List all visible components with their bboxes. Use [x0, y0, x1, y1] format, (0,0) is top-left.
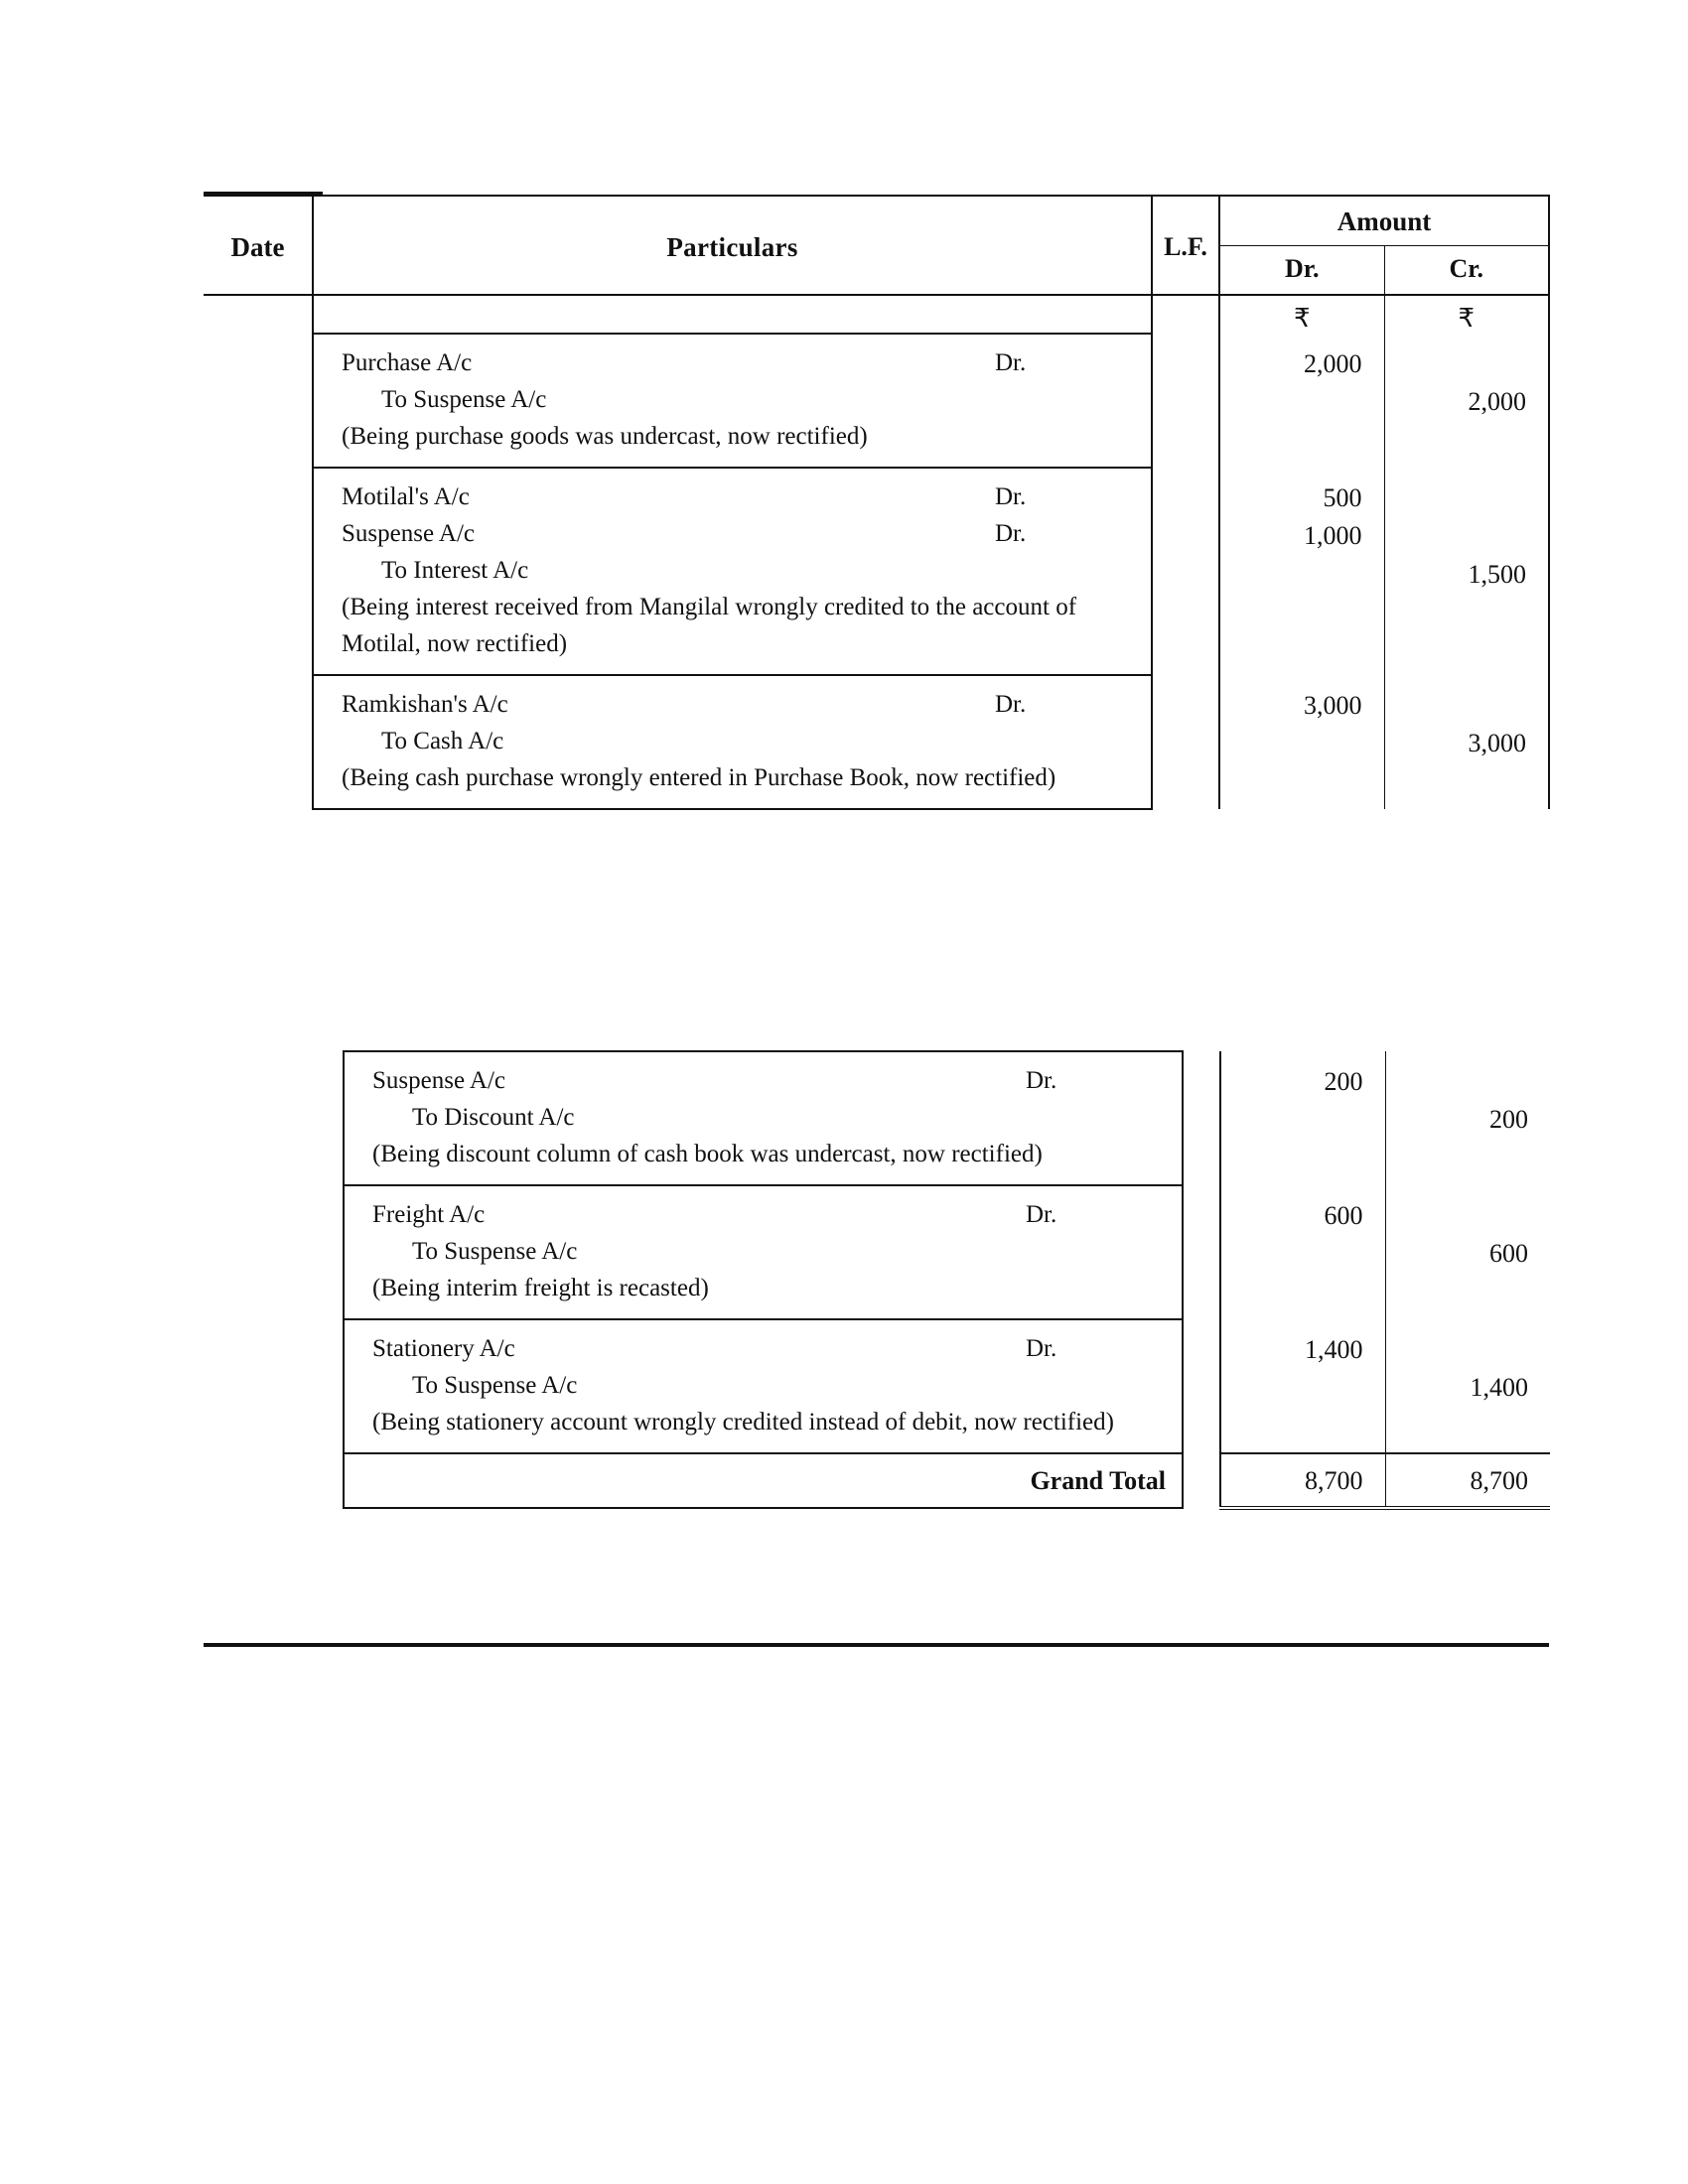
journal-entry-row — [344, 1051, 1550, 1185]
dr-amount: 500 — [1323, 483, 1362, 512]
journal-entry-row — [344, 1185, 1550, 1319]
entry-lf — [1183, 1185, 1220, 1319]
entry-debit-line — [342, 686, 1139, 723]
debit-account: Freight A/c — [372, 1201, 486, 1228]
debit-account-2: Suspense A/c — [342, 520, 476, 547]
dr-amount-2: 1,000 — [1304, 521, 1362, 551]
header-amount: Amount — [1219, 196, 1549, 246]
entry-cr-amounts — [1385, 1051, 1550, 1185]
entry-lf — [1152, 468, 1219, 675]
entry-cr-amounts — [1384, 334, 1549, 468]
grand-total-cr: 8,700 — [1385, 1453, 1550, 1508]
dr-amount: 2,000 — [1304, 349, 1362, 378]
dr-tag: Dr. — [1026, 1201, 1057, 1228]
header-date: Date — [204, 196, 313, 295]
empty-particulars — [313, 295, 1152, 334]
entry-lf — [1183, 1051, 1220, 1185]
cr-amount: 600 — [1489, 1239, 1528, 1269]
entry-narration: (Being interest received from Mangilal wrongly credited to the account of Motilal, now rectified) — [342, 594, 1077, 657]
entry-debit-line — [372, 1196, 1170, 1233]
dr-tag: Dr. — [1026, 1335, 1057, 1362]
entry-dr-amounts — [1219, 334, 1384, 468]
entry-lf — [1152, 675, 1219, 809]
debit-account: Ramkishan's A/c — [342, 691, 508, 718]
grand-total-lf — [1183, 1453, 1220, 1508]
header-dr: Dr. — [1219, 246, 1384, 296]
bottom-rule — [204, 1643, 1549, 1647]
empty-date — [204, 295, 313, 334]
currency-symbol-row — [204, 295, 1549, 334]
cr-amount: 1,400 — [1470, 1373, 1528, 1403]
journal-entry-row — [204, 334, 1549, 468]
entry-date — [204, 675, 313, 809]
dr-tag: Dr. — [995, 483, 1027, 510]
journal-table-top — [204, 195, 1549, 810]
entry-date — [204, 468, 313, 675]
entry-debit-line — [372, 1330, 1170, 1367]
currency-symbol-cr: ₹ — [1384, 295, 1549, 334]
entry-credit-line: To Suspense A/c — [412, 1238, 578, 1265]
entry-debit-line-2 — [342, 515, 1139, 552]
header-particulars: Particulars — [313, 196, 1152, 295]
entry-dr-amounts — [1219, 468, 1384, 675]
entry-narration: (Being interim freight is recasted) — [372, 1275, 709, 1301]
grand-total-label: Grand Total — [344, 1453, 1183, 1508]
entry-credit-line: To Interest A/c — [381, 557, 529, 584]
cr-amount: 3,000 — [1468, 729, 1527, 758]
entry-cr-amounts — [1384, 468, 1549, 675]
dr-amount: 1,400 — [1305, 1335, 1363, 1364]
entry-cr-amounts — [1385, 1319, 1550, 1453]
dr-tag: Dr. — [1026, 1067, 1057, 1094]
cr-amount: 1,500 — [1468, 559, 1527, 589]
entry-cr-amounts — [1384, 675, 1549, 809]
journal-entry-row — [204, 675, 1549, 809]
header-cr: Cr. — [1384, 246, 1549, 296]
dr-tag-2: Dr. — [995, 520, 1027, 547]
dr-tag: Dr. — [995, 691, 1027, 718]
entry-dr-amounts — [1219, 675, 1384, 809]
entry-particulars — [344, 1319, 1183, 1453]
debit-account: Suspense A/c — [372, 1067, 506, 1094]
currency-symbol-dr: ₹ — [1219, 295, 1384, 334]
entry-particulars — [313, 468, 1152, 675]
entry-credit-line: To Suspense A/c — [412, 1372, 578, 1399]
entry-narration: (Being discount column of cash book was undercast, now rectified) — [372, 1141, 1043, 1167]
debit-account: Stationery A/c — [372, 1335, 515, 1362]
entry-dr-amounts — [1220, 1185, 1385, 1319]
table-header-row — [204, 196, 1549, 246]
debit-account: Motilal's A/c — [342, 483, 470, 510]
entry-credit-line: To Suspense A/c — [381, 386, 547, 413]
entry-lf — [1183, 1319, 1220, 1453]
entry-particulars — [344, 1051, 1183, 1185]
cr-amount: 2,000 — [1468, 387, 1527, 417]
journal-entry-row — [344, 1319, 1550, 1453]
entry-narration: (Being purchase goods was undercast, now rectified) — [342, 423, 868, 450]
entry-particulars — [344, 1185, 1183, 1319]
entry-credit-line: To Cash A/c — [381, 728, 504, 754]
entry-dr-amounts — [1220, 1319, 1385, 1453]
header-lf: L.F. — [1152, 196, 1219, 295]
entry-dr-amounts — [1220, 1051, 1385, 1185]
dr-amount: 200 — [1324, 1067, 1363, 1096]
entry-date — [204, 334, 313, 468]
entry-particulars — [313, 334, 1152, 468]
journal-table-bottom — [343, 1050, 1549, 1510]
entry-particulars — [313, 675, 1152, 809]
dr-amount: 3,000 — [1304, 691, 1362, 720]
entry-cr-amounts — [1385, 1185, 1550, 1319]
entry-lf — [1152, 334, 1219, 468]
debit-account: Purchase A/c — [342, 349, 473, 376]
grand-total-row — [344, 1453, 1550, 1508]
entry-debit-line — [342, 478, 1139, 515]
entry-credit-line: To Discount A/c — [412, 1104, 575, 1131]
empty-lf — [1152, 295, 1219, 334]
entry-debit-line — [342, 344, 1139, 381]
dr-tag: Dr. — [995, 349, 1027, 376]
cr-amount: 200 — [1489, 1105, 1528, 1135]
grand-total-dr: 8,700 — [1220, 1453, 1385, 1508]
entry-narration: (Being stationery account wrongly credited instead of debit, now rectified) — [372, 1409, 1114, 1435]
dr-amount: 600 — [1324, 1201, 1363, 1230]
entry-narration: (Being cash purchase wrongly entered in Purchase Book, now rectified) — [342, 764, 1056, 791]
journal-entry-row — [204, 468, 1549, 675]
entry-debit-line — [372, 1062, 1170, 1099]
